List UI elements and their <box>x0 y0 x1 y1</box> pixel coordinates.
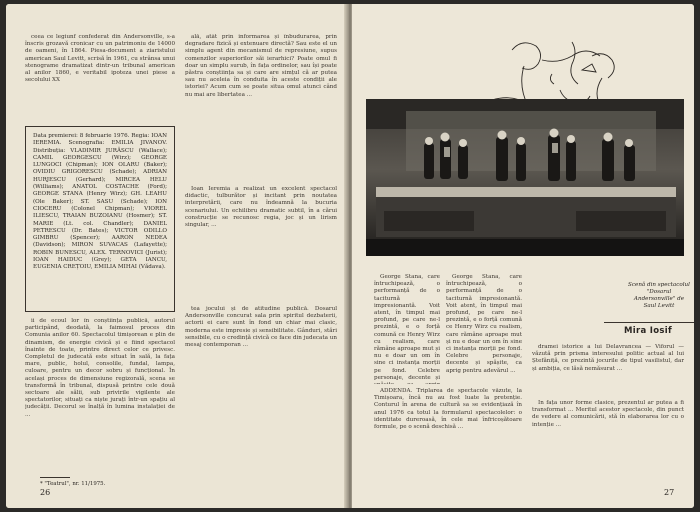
author-rule <box>604 322 694 323</box>
right-col1-text <box>446 274 522 384</box>
right-col0-text <box>374 274 440 384</box>
premiere-credits-box <box>25 126 175 312</box>
left-col2-mid-text <box>185 186 337 304</box>
left-page <box>6 4 348 508</box>
right-col2-bottom-text <box>532 400 684 482</box>
paragraph: În fața unor forme clasice, prezentul ar putea a fi transformat ... Meritul acestor spectacole, din punct de vedere al comunicării, stă în elaborarea lor cu o intenție ... <box>532 400 684 428</box>
left-col1-top-text <box>25 34 175 122</box>
footnote-rule <box>40 477 70 478</box>
page-number: 27 <box>664 488 675 497</box>
left-col2-text <box>185 34 337 184</box>
left-col1-bottom-text <box>25 318 175 473</box>
paragraph: dramei istorice a lui Delavrancea — Viforul — văzută prin prisma interesului politic actual al lui Ștefăniță, ce prezintă jocurile de tipul vasilistul, dar și ambiția, ce lăsă nemăsurat ... <box>532 344 684 372</box>
footnote: * "Teatrul", nr. 11/1975. <box>40 481 106 487</box>
paragraph: George Stana, care întruchipează, o performanță de o taciturnă impresionantă. Voit atent, în timpul mai profund, pe care ne-l prezintă, e o forță comună ce Henry Wirz cu realism, care rămâne aproape mut și nu e doar un om în sine ci instanța morții pe fond. Celebre personaje, decente și spășite, ca aprig pentru adevărul ... <box>446 274 522 374</box>
photo-caption: Scenă din spectacolul "Dosarul Andersonville" de Saul Levitt <box>628 282 690 309</box>
right-col1-bottom-text <box>374 388 522 482</box>
paragraph: ADDENDA. Triplarea de spectacole văzute, la Timișoara, încă nu au fost luate la pretenție. Conturul în arena de cultură sa se evidențiază în anul 1976 ca totul la formularul spectacolelor: o identitate dureroasă, în cele mai înfricoșătoare formule, pe o scenă deschisă ... <box>374 388 522 431</box>
paragraph: ii de ecoul lor în conștiința publică, autorul participând, deodată, la faimosul proces din Comunia anilor 60. Spectacolul timișorean e plin de dinamism, de energie civică și e fiind spectacol înainte de toate, printre direct celor ce privesc. Completul de judecată este situat în sală, la fața mare, public, holul, consolile, fundal, lampa, culoare, pentru un decor sobru și funcțional. În același proces de dimensiune regizorală, scena se transformă în tribunal, dispusă printre cele două sectoare ale sălii, sub privirile vigilente ale spectatorilor, situați ca niște jurați într-un spațiu al judecății. Decorul se înalță în lumina instalației de ... <box>25 318 175 418</box>
stage-photo <box>366 99 684 256</box>
left-col2-bottom-text <box>185 306 337 478</box>
stage-scene-image <box>366 99 684 256</box>
paragraph: Ioan Ieremia a realizat un excelent spectacol didactic, tulburător și incitant prin noutatea interpretării, care nu îndeamnă la bucuria scenariului. Un echilibru dramatic subtil, în a cărui construcție se recunosc regia, joc și un lirism singular, ... <box>185 186 337 229</box>
paragraph: ceea ce legiunf confederat din Andersonville, s-a înscris grozavă cronicar cu un patrimoniu de 14000 de oameni, în 1864. Piesa-document a ziaristului american Saul Levitt, scrisă în 1961, cu strânsa unui stenograme dramatizat dintr-un tribunal american al anilor 1860, e veritabil ipoteza unei piese a secolului XX <box>25 34 175 84</box>
right-col2-text <box>532 344 684 398</box>
magazine-spread <box>6 4 694 508</box>
paragraph: ală, atât prin informarea și înbudurarea, prin degradare fizică și extenuare directă? Sau este el un simplu agent din mecanismul de represiune, supus comenzilor superiorilor săi ierarhici? Poate omul fi doar un simplu surub, în fața ordinelor, sau își poate păstra conștiința sa și care are simțul că ar putea sau nu aceleia în conduita în aceste condiții ale istoriei? Acum cum se poate situa omul atunci când nu mai are libertatea ... <box>185 34 337 98</box>
right-page <box>352 4 694 508</box>
page-number: 26 <box>40 488 51 497</box>
footnote-text: "Teatrul", nr. 11/1975. <box>44 481 106 487</box>
paragraph: tea jocului și de atitudine publică. Dosarul Andersonville concurat sala prin spiritul dezbaterii, actorii ei care sunt în fond un chiar mai clasic, moderna este impresie și sensibilitate. Gânduri, stări sensibile, cu o credință civică ce face din judecata un mesaj contemporan ... <box>185 306 337 349</box>
paragraph: George Stana, care întruchipează, o performanță de o taciturnă impresionantă. Voit atent, în timpul mai profund, pe care ne-l prezintă, e o forță comună ce Henry Wirz cu realism, care rămâne aproape mut și nu e doar un om în sine ci instanța morții pe fond. Celebre personaje, decente și <box>374 274 440 381</box>
article-author: Mira Iosif <box>624 326 672 336</box>
credits-text: Data premierei: 8 februarie 1976. Regia: IOAN IEREMIA. Scenografia: EMILIA JIVANOV. Distribuția: VLADIMIR JURĂSCU (Wallace); CAMIL GEORGESCU (Wirz); GEORGE LUNGOCI (Chipman); ION OLARU (Baker); OVIDIU GRIGORESCU (Schade); ADRIAN HURJESCU (Gerhard); MIRCEA HELU (Williams); ANATOL COSTACHE (Ford); GEORGE STANA (Henry Wirz); GH. LEAHU (Ole Baker); ST. SASU (Schade); ION CIOCERU (Colonel Chipman); VIOREL ILIESCU, TRAIAN BUZOIANU (Hosmer); ST. MARIE (Lt. col. Chandler); DANIEL PETRESCU (Dr. Bates); VICTOR ODILLO GIMBRU (Spencer); AARON NEDEA (Davidson); MIRON SUVACAS (Lafayette); ROBIN BUNESCU, ALEX. TERNOVICI (Jurist); IOAN HAIDUC (Grey); GETA IANCU, EUGENIA CREȚOIU, EMILIA MIHAI (Vădava). <box>33 133 167 271</box>
